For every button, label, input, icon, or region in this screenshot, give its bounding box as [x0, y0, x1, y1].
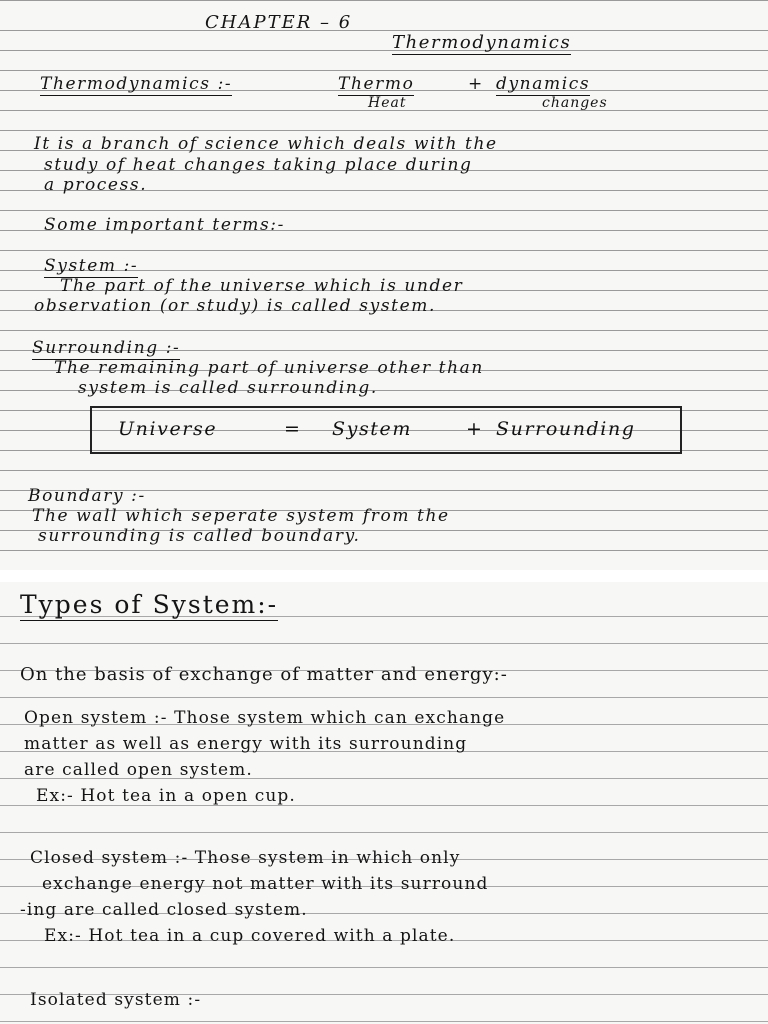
- basis-line: On the basis of exchange of matter and energy:-: [20, 664, 508, 685]
- isolated-heading: Isolated system :-: [30, 990, 202, 1010]
- page-separator: [0, 570, 768, 582]
- etymology-plus: +: [468, 74, 484, 94]
- surrounding-line-1: The remaining part of universe other than: [54, 358, 484, 378]
- open-line-3: are called open system.: [24, 760, 253, 780]
- equation-system: System: [332, 418, 412, 440]
- surrounding-line-2: system is called surrounding.: [78, 378, 378, 398]
- etymology-part2: dynamics: [496, 74, 591, 94]
- surrounding-heading: Surrounding :-: [32, 338, 181, 358]
- definition-line-3: a process.: [44, 175, 148, 195]
- etymology-part1: Thermo: [338, 74, 415, 94]
- open-line-1: Open system :- Those system which can exchange: [24, 708, 506, 728]
- equation-plus: +: [466, 418, 484, 440]
- closed-example: Ex:- Hot tea in a cup covered with a plate.: [44, 926, 456, 946]
- boundary-heading: Boundary :-: [28, 486, 146, 506]
- definition-line-2: study of heat changes taking place during: [44, 155, 473, 175]
- terms-heading: Some important terms:-: [44, 215, 285, 235]
- system-line-2: observation (or study) is called system.: [34, 296, 436, 316]
- etymology-gloss-heat: Heat: [368, 95, 407, 111]
- subject-title: Thermodynamics: [392, 32, 572, 53]
- definition-line-1: It is a branch of science which deals with the: [34, 134, 498, 154]
- system-line-1: The part of the universe which is under: [60, 276, 464, 296]
- types-heading: Types of System:-: [20, 590, 279, 619]
- notebook-page-2: [0, 582, 768, 1024]
- equation-universe: Universe: [118, 418, 218, 440]
- etymology-gloss-changes: changes: [542, 95, 608, 111]
- closed-line-2: exchange energy not matter with its surround: [42, 874, 489, 894]
- chapter-title: CHAPTER – 6: [205, 12, 353, 33]
- boundary-line-1: The wall which seperate system from the: [32, 506, 450, 526]
- system-heading: System :-: [44, 256, 139, 276]
- equation-surrounding: Surrounding: [496, 418, 636, 440]
- open-line-2: matter as well as energy with its surrounding: [24, 734, 468, 754]
- etymology-term: Thermodynamics :-: [40, 74, 233, 94]
- closed-line-1: Closed system :- Those system in which only: [30, 848, 461, 868]
- universe-equation-box: [90, 406, 682, 454]
- closed-line-3: -ing are called closed system.: [20, 900, 308, 920]
- boundary-line-2: surrounding is called boundary.: [38, 526, 361, 546]
- open-example: Ex:- Hot tea in a open cup.: [36, 786, 296, 806]
- equation-equals: =: [284, 418, 302, 440]
